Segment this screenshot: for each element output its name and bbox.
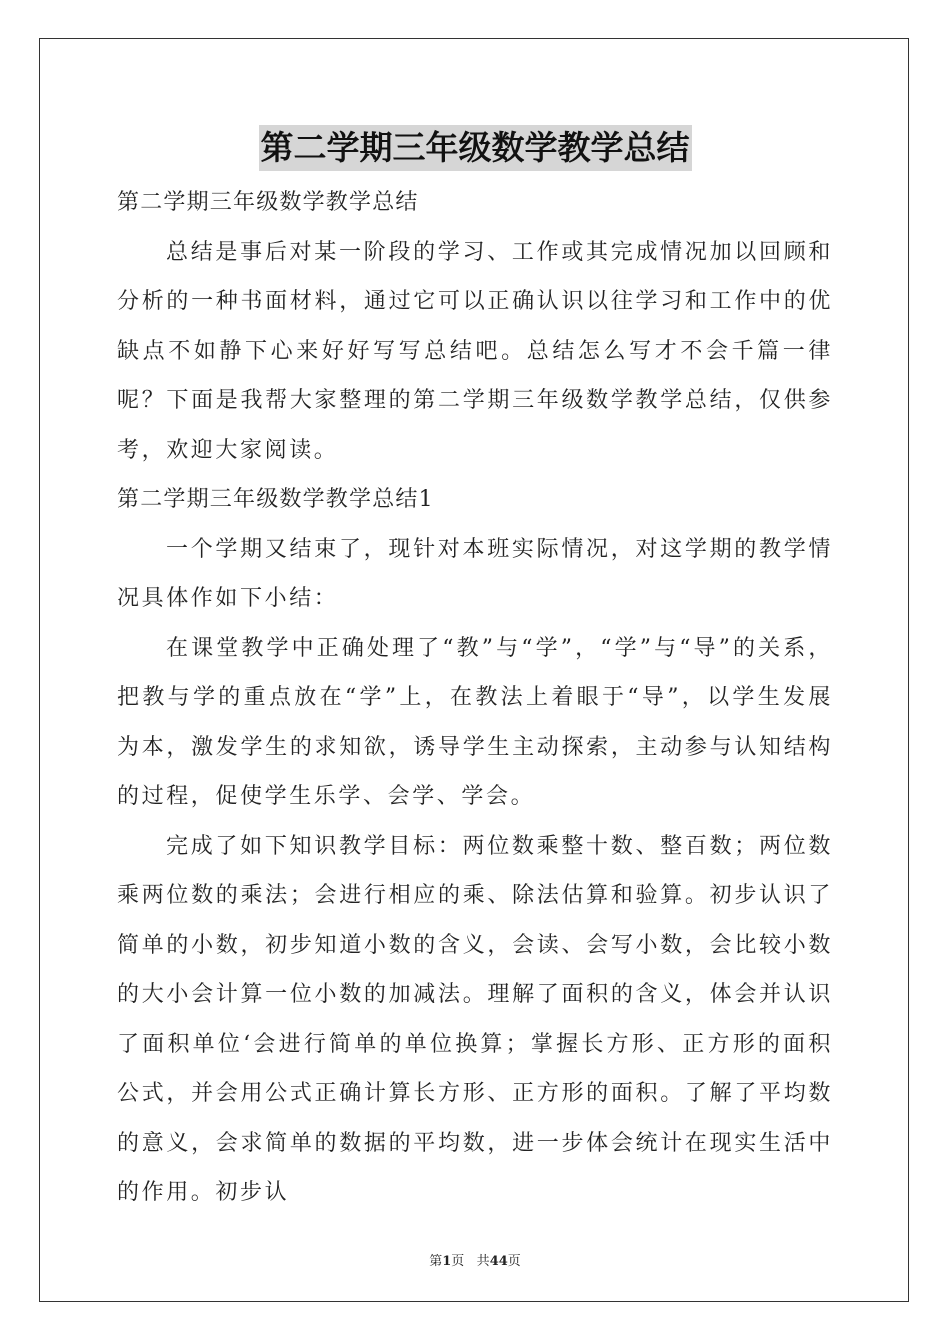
page-footer: [0, 1250, 950, 1269]
page-suffix: 页: [451, 1254, 465, 1269]
page-prefix: 第: [429, 1254, 443, 1269]
document-body: [117, 178, 833, 1218]
page-number: 1: [442, 1254, 452, 1269]
total-prefix: 共: [476, 1254, 490, 1269]
document-title-container: [0, 125, 950, 171]
total-suffix: 页: [507, 1254, 521, 1269]
intro-paragraph: 总结是事后对某一阶段的学习、工作或其完成情况加以回顾和分析的一种书面材料，通过它可以正确认识以往学习和工作中的优缺点不如静下心来好好写写总结吧。总结怎么写才不会千篇一律呢？下面是我帮大家整理的第二学期三年级数学教学总结，仅供参考，欢迎大家阅读。: [117, 239, 833, 463]
document-title: 第二学期三年级数学教学总结: [259, 125, 692, 171]
document-subtitle: 第二学期三年级数学教学总结: [117, 190, 419, 215]
section-heading: 第二学期三年级数学教学总结1: [117, 487, 434, 512]
body-paragraph: 在课堂教学中正确处理了“教”与“学”，“学”与“导”的关系，把教与学的重点放在“学”上，在教法上着眼于“导”，以学生发展为本，激发学生的求知欲，诱导学生主动探索，主动参与认知结构的过程，促使学生乐学、会学、学会。: [117, 635, 833, 809]
body-paragraph: 完成了如下知识教学目标：两位数乘整十数、整百数；两位数乘两位数的乘法；会进行相应的乘、除法估算和验算。初步认识了简单的小数，初步知道小数的含义，会读、会写小数，会比较小数的大小会计算一位小数的加减法。理解了面积的含义，体会并认识了面积单位‘会进行简单的单位换算；掌握长方形、正方形的面积公式，并会用公式正确计算长方形、正方形的面积。了解了平均数的意义，会求简单的数据的平均数，进一步体会统计在现实生活中的作用。初步认: [117, 833, 833, 1205]
body-paragraph: 一个学期又结束了，现针对本班实际情况，对这学期的教学情况具体作如下小结：: [117, 536, 833, 611]
total-pages: 44: [489, 1254, 508, 1269]
